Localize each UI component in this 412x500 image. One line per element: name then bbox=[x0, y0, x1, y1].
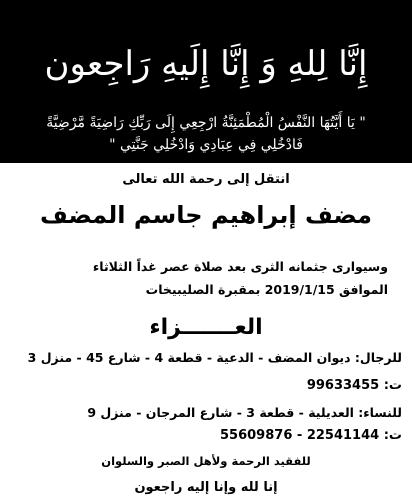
header-banner bbox=[0, 0, 412, 163]
women-condolence-address: للنساء: العديلية - قطعة 3 - شارع المرجان - منزل 9 bbox=[87, 405, 402, 420]
deceased-name: مضف إبراهيم جاسم المضف bbox=[39, 201, 373, 229]
men-condolence-address: للرجال: ديوان المضف - الدعية - قطعة 4 - شارع 45 - منزل 3 bbox=[27, 350, 402, 365]
condolence-title: العـــــــزاء bbox=[149, 315, 263, 340]
closing-phrase: إنا لله وإنا إليه راجعون bbox=[134, 480, 278, 495]
men-condolence-phone: ت: 99633455 bbox=[306, 378, 402, 393]
quran-verse-sub-line1: " يَا أَيَّتُهَا النَّفْسُ الْمُطْمَئِنَّةُ ارْجِعِي إِلَى رَبِّكِ رَاضِيَةً مَّرْضِيَّةً bbox=[46, 115, 366, 131]
intro-text: انتقل إلى رحمة الله تعالى bbox=[122, 172, 290, 187]
condolence-wish: للفقيد الرحمة ولأهل الصبر والسلوان bbox=[101, 454, 311, 468]
funeral-details-line2: الموافق 2019/1/15 بمقبرة الصليبيخات bbox=[145, 282, 388, 297]
funeral-details-line1: وسيوارى جثمانه الثرى بعد صلاة عصر غداً الثلاثاء bbox=[92, 259, 388, 274]
women-condolence-phone: ت: 22541144 - 55609876 bbox=[220, 428, 402, 443]
quran-verse-sub-line2: فَادْخُلِي فِي عِبَادِي وَادْخُلِي جَنَّتِي " bbox=[109, 137, 303, 153]
quran-verse-main: إِنَّا لِلهِ وَ إِنَّا إِلَيهِ رَاجِعون bbox=[44, 44, 368, 84]
